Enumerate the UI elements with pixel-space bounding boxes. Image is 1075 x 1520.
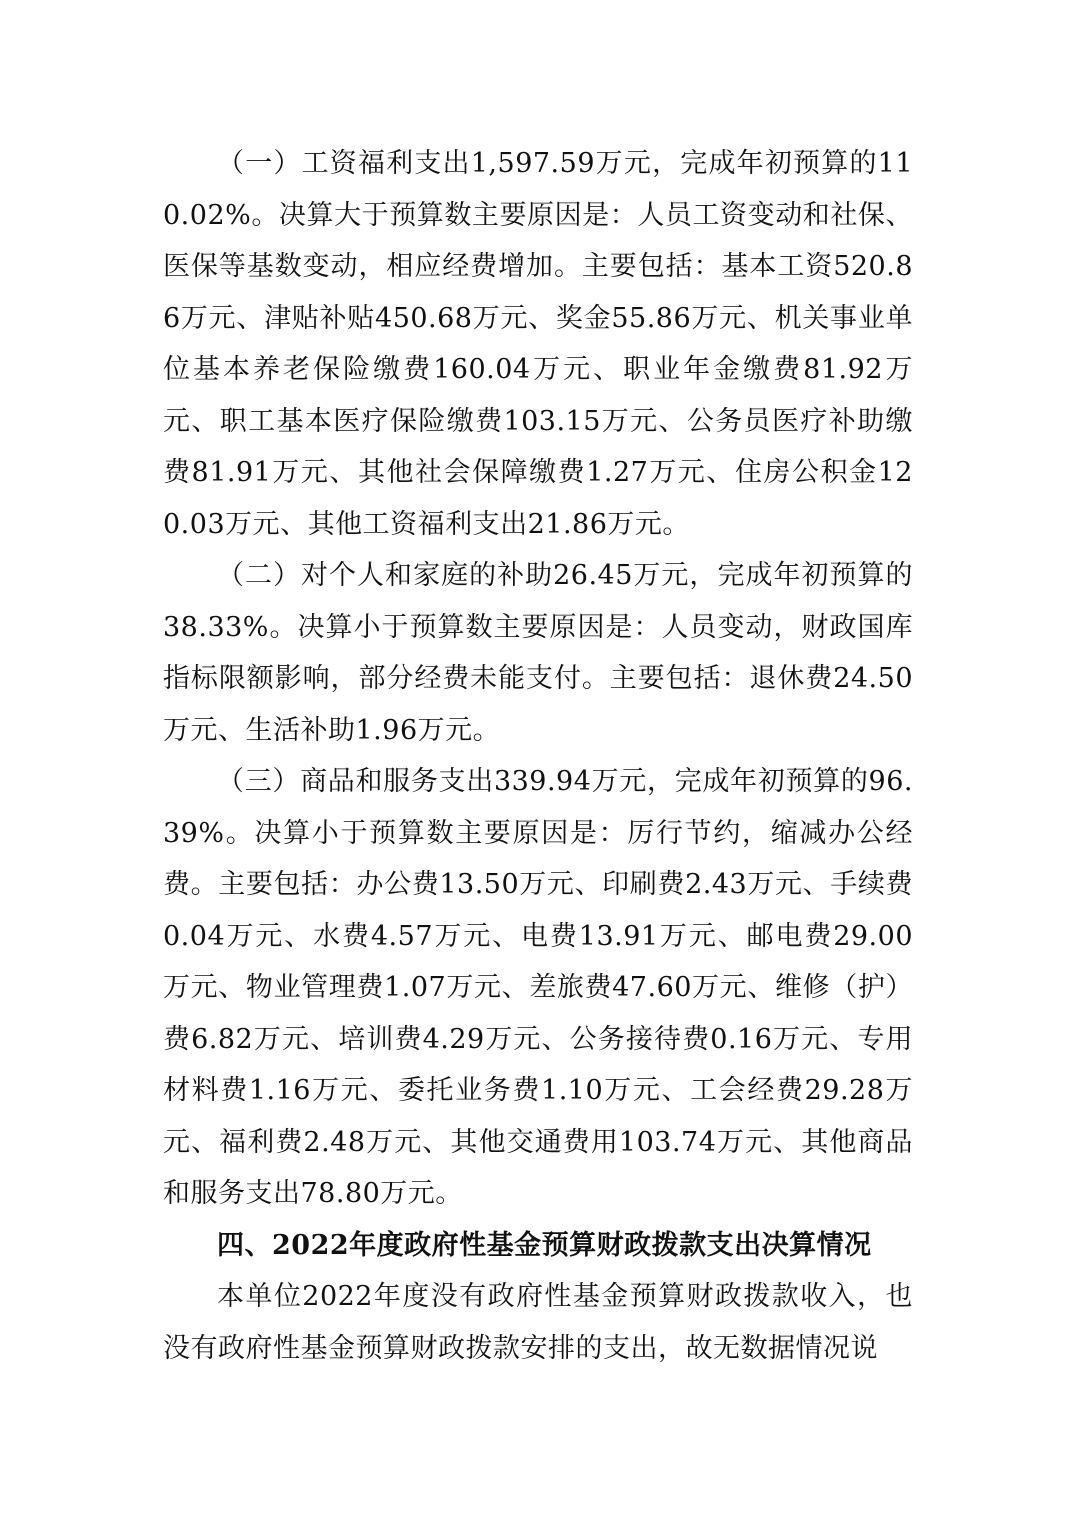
paragraph-government-fund: 本单位2022年度没有政府性基金预算财政拨款收入，也没有政府性基金预算财政拨款安排的支出，故无数据情况说 [163, 1281, 913, 1364]
document-page [163, 138, 913, 1374]
paragraph-wage-welfare: （一）工资福利支出1,597.59万元，完成年初预算的110.02%。决算大于预算数主要原因是：人员工资变动和社保、医保等基数变动，相应经费增加。主要包括：基本工资520.86万元、津贴补贴450.68万元、奖金55.86万元、机关事业单位基本养老保险缴费160.04万元、职业年金缴费81.92万元、职工基本医疗保险缴费103.15万元、公务员医疗补助缴费81.91万元、其他社会保障缴费1.27万元、住房公积金120.03万元、其他工资福利支出21.86万元。 [163, 148, 913, 540]
section-heading: 四、2022年度政府性基金预算财政拨款支出决算情况 [217, 1229, 872, 1261]
paragraph-household-subsidy: （二）对个人和家庭的补助26.45万元，完成年初预算的38.33%。决算小于预算数主要原因是：人员变动，财政国库指标限额影响，部分经费未能支付。主要包括：退休费24.50万元、生活补助1.96万元。 [163, 560, 913, 746]
paragraph-goods-services: （三）商品和服务支出339.94万元，完成年初预算的96.39%。决算小于预算数主要原因是：厉行节约，缩减办公经费。主要包括：办公费13.50万元、印刷费2.43万元、手续费0.04万元、水费4.57万元、电费13.91万元、邮电费29.00万元、物业管理费1.07万元、差旅费47.60万元、维修（护）费6.82万元、培训费4.29万元、公务接待费0.16万元、专用材料费1.16万元、委托业务费1.10万元、工会经费29.28万元、福利费2.48万元、其他交通费用103.74万元、其他商品和服务支出78.80万元。 [163, 766, 913, 1209]
